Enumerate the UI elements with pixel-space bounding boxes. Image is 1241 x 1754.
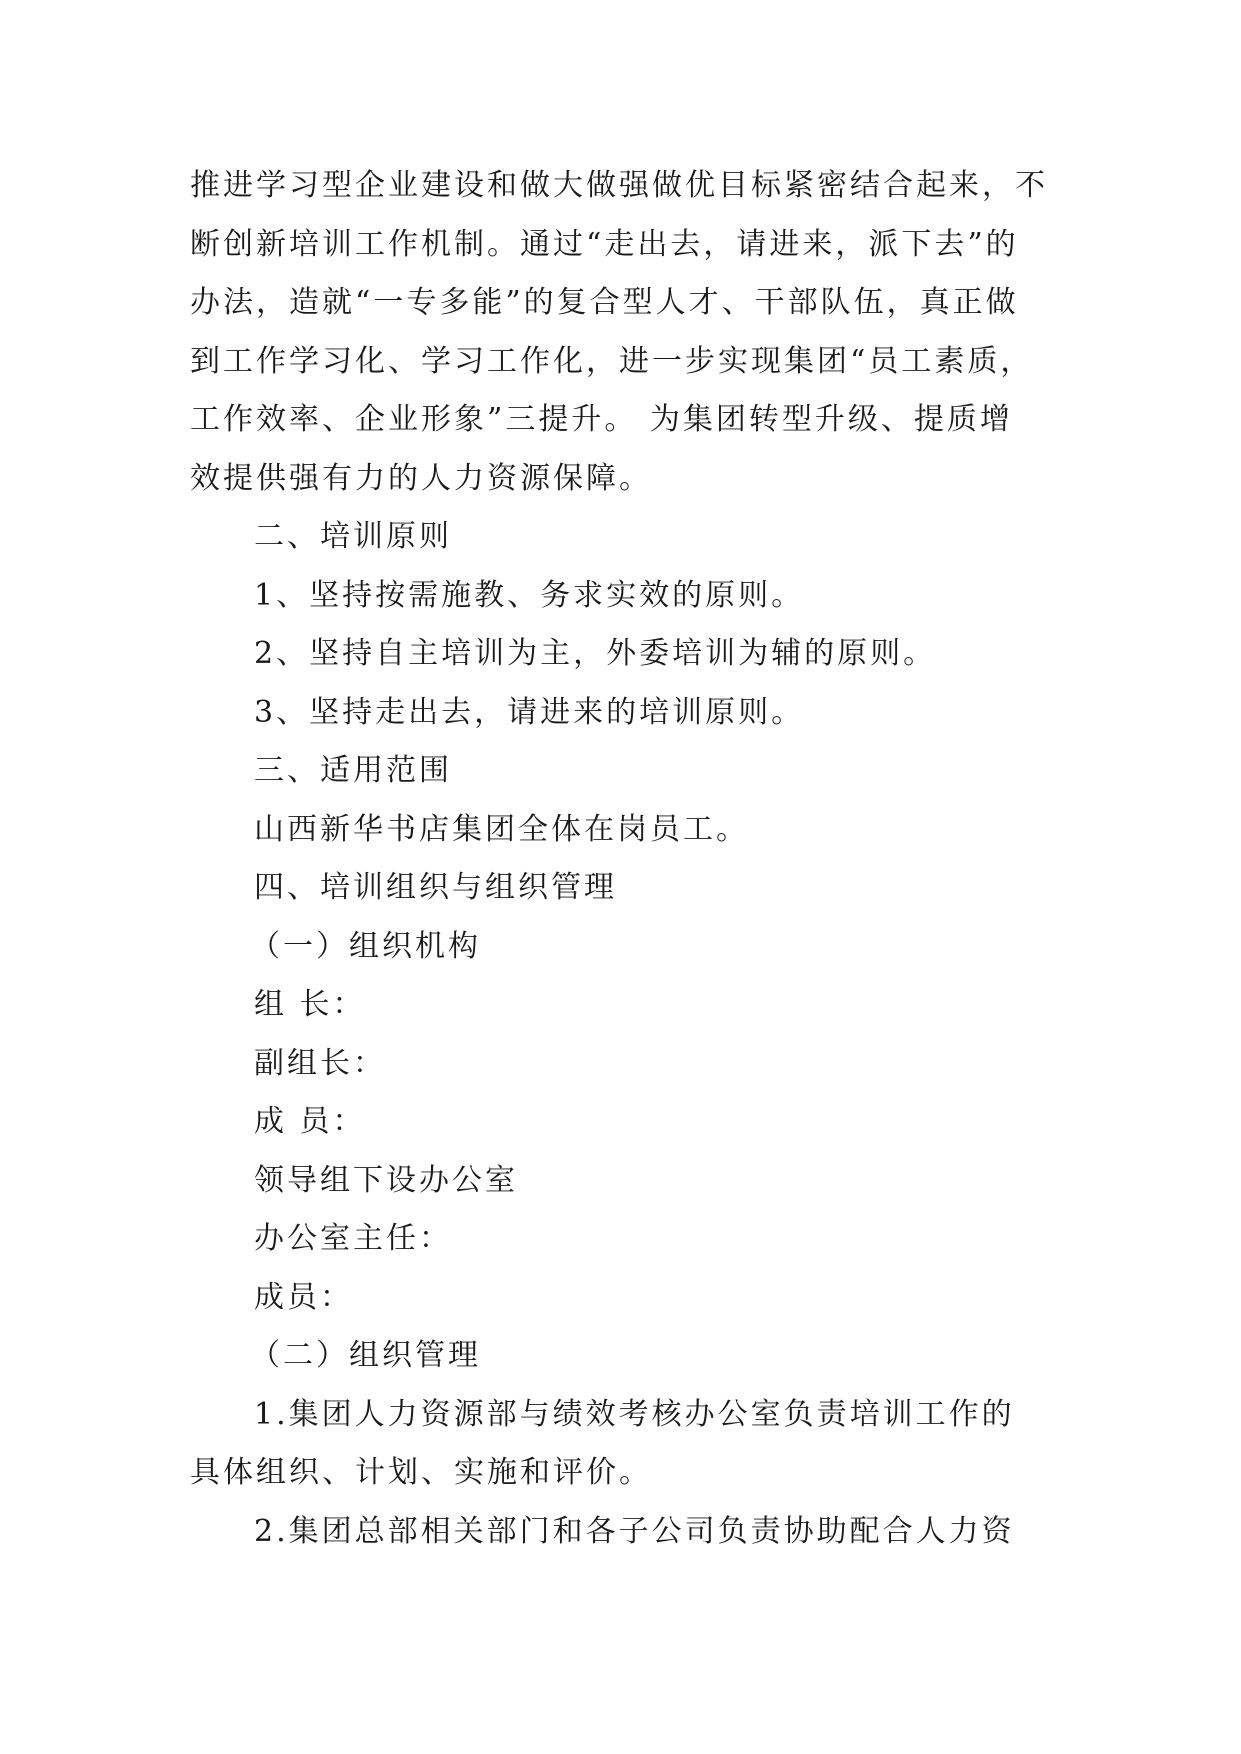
body-text-line: 效提供强有力的人力资源保障。 (190, 460, 652, 496)
list-item: 2、坚持自主培训为主，外委培训为辅的原则。 (254, 636, 937, 671)
role-label-office-director: 办公室主任： (254, 1221, 452, 1256)
body-text-line: 办法，造就“一专多能”的复合型人才、干部队伍，真正做 (190, 285, 1019, 320)
list-item: 1.集团人力资源部与绩效考核办公室负责培训工作的 (254, 1396, 1015, 1432)
body-text-line: 断创新培训工作机制。通过“走出去，请进来，派下去”的 (190, 226, 1019, 262)
list-item: 2.集团总部相关部门和各子公司负责协助配合人力资 (254, 1513, 1015, 1549)
role-label-deputy-leader: 副组长： (254, 1045, 386, 1081)
role-label-leader: 组 长： (254, 987, 366, 1022)
body-text-line: 领导组下设办公室 (254, 1162, 518, 1198)
list-item: 3、坚持走出去，请进来的培训原则。 (254, 694, 805, 730)
section-heading-organization: 四、培训组织与组织管理 (254, 870, 617, 905)
role-label-members: 成 员： (254, 1104, 366, 1139)
body-text-line: 山西新华书店集团全体在岗员工。 (254, 811, 749, 847)
section-heading-scope: 三、适用范围 (254, 753, 452, 788)
body-text-line: 具体组织、计划、实施和评价。 (190, 1455, 652, 1490)
role-label-office-members: 成员： (254, 1279, 353, 1315)
section-heading-principles: 二、培训原则 (254, 519, 452, 554)
body-text-line: 工作效率、企业形象”三提升。 为集团转型升级、提质增 (190, 402, 1013, 437)
body-text-line: 到工作学习化、学习工作化，进一步实现集团“员工素质， (190, 343, 1034, 379)
subsection-heading-structure: （一）组织机构 (250, 928, 481, 964)
body-text-line: 推进学习型企业建设和做大做强做优目标紧密结合起来，不 (190, 168, 1048, 203)
document-body (190, 157, 1050, 1561)
list-item: 1、坚持按需施教、务求实效的原则。 (254, 577, 805, 613)
subsection-heading-management: （二）组织管理 (250, 1338, 481, 1373)
